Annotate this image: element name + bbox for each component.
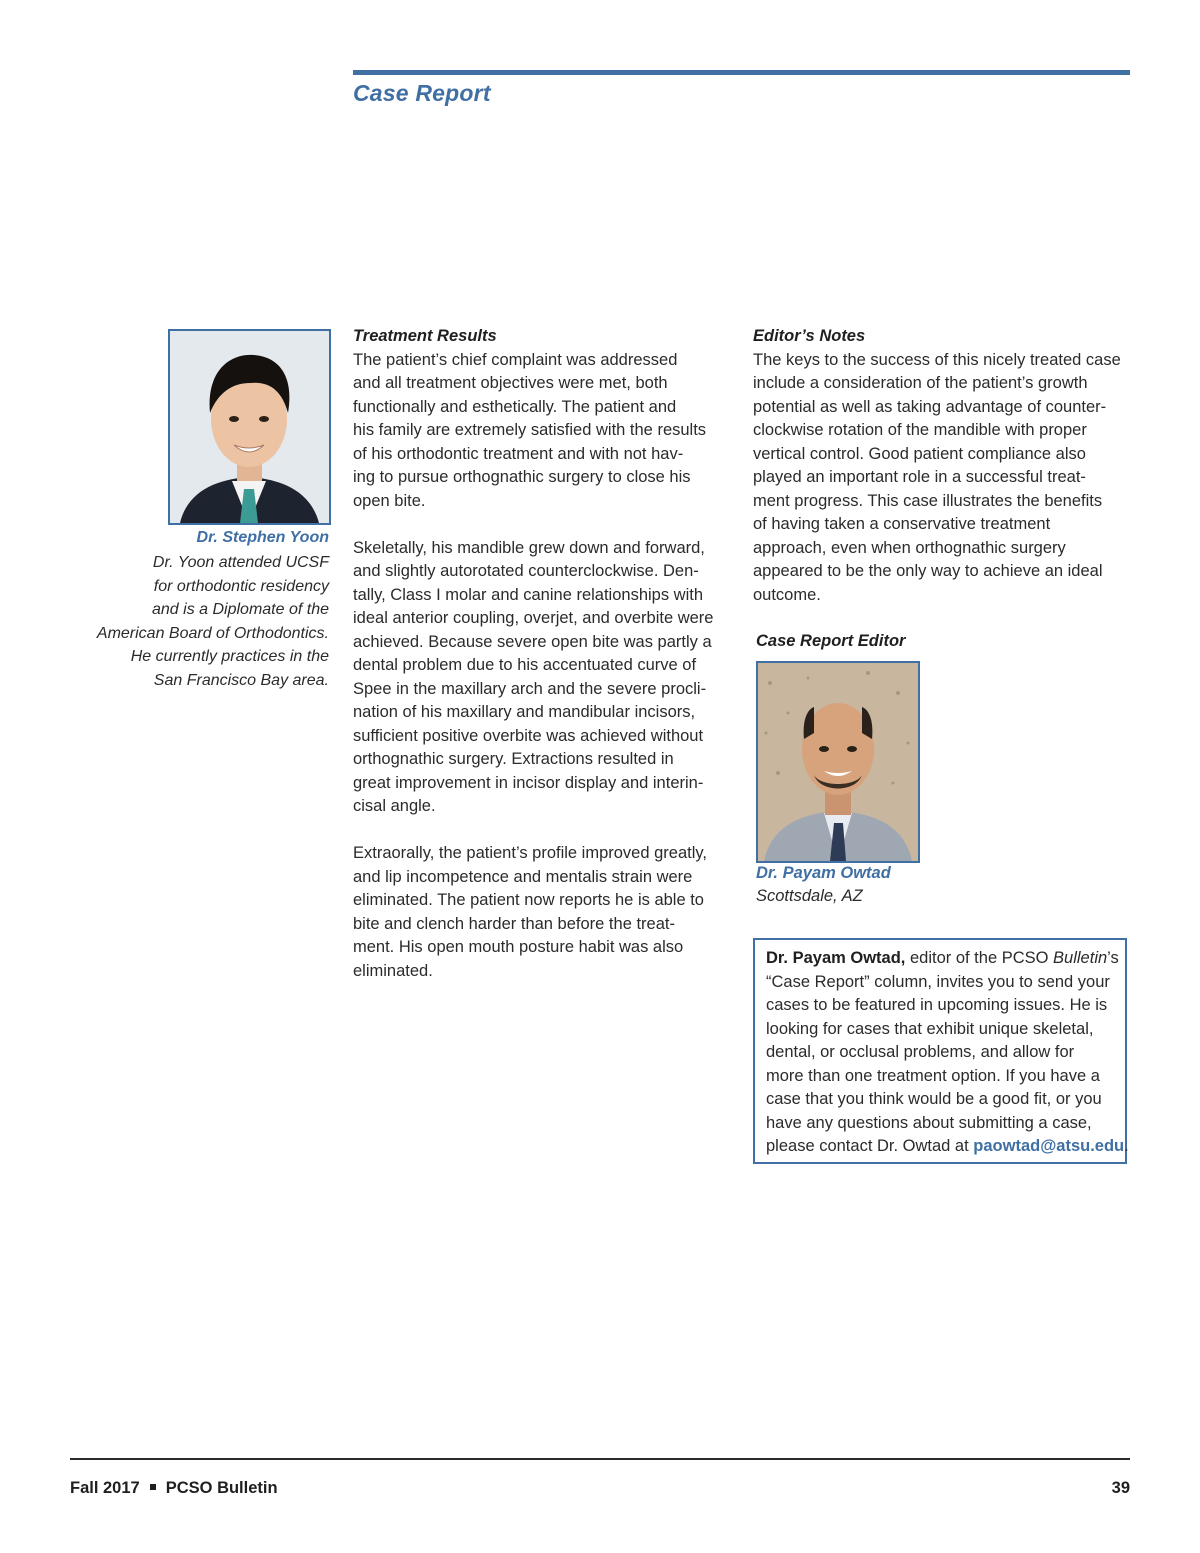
treatment-results-paragraph: The patient’s chief complaint was addressed and all treatment objectives were met, both functionally and esthetically. The patient and his family are extremely satisfied with the results of his orthodontic treatment and with not hav- ing to pursue orthognathic surgery to close his open bite. <box>353 350 707 510</box>
author-bio <box>40 551 329 692</box>
author-name: Dr. Stephen Yoon <box>196 529 329 546</box>
editors-notes-column <box>753 325 1133 607</box>
author-bio-line: American Board of Orthodontics. <box>96 624 329 642</box>
treatment-results-heading: Treatment Results <box>353 327 497 345</box>
info-box-last-line: please contact Dr. Owtad at paowtad@atsu.edu. <box>766 1137 1129 1155</box>
treatment-results-paragraph: Skeletally, his mandible grew down and forward, and slightly autorotated counterclockwise. Den- tally, Class I molar and canine relationships with ideal anterior coupling, overjet, and overbite were achieved. Because severe open bite was partly a dental problem due to his accentuated curve of Spee in the maxillary arch and the severe procli- nation of his maxillary and mandibular incisors, sufficient positive overbite was achieved without orthognathic surgery. Extractions resulted in great improvement in incisor display and interin- cisal angle. <box>353 538 714 815</box>
info-box-line: have any questions about submitting a case, <box>766 1113 1092 1132</box>
info-box-first-line: Dr. Payam Owtad, editor of the PCSO Bulletin’s <box>766 949 1119 967</box>
info-box-line: more than one treatment option. If you have a <box>766 1066 1100 1085</box>
treatment-results-paragraph: Extraorally, the patient’s profile improved greatly, and lip incompetence and mentalis strain were eliminated. The patient now reports he is able to bite and clench harder than before the treat- ment. His open mouth posture habit was also eliminated. <box>353 844 708 980</box>
info-box-name: Dr. Payam Owtad, <box>766 949 906 967</box>
info-box-line: dental, or occlusal problems, and allow for <box>766 1043 1075 1061</box>
footer-rule <box>70 1458 1130 1460</box>
footer-separator-icon <box>150 1484 156 1490</box>
author-bio-line: and is a Diplomate of the <box>152 601 329 618</box>
header-rule <box>353 70 1130 75</box>
info-box-line: cases to be featured in upcoming issues. He is <box>766 996 1108 1014</box>
page-number: 39 <box>1111 1479 1130 1497</box>
editor-photo <box>756 661 920 863</box>
editors-notes-heading: Editor’s Notes <box>753 327 866 345</box>
footer-season: Fall 2017 <box>70 1479 140 1497</box>
info-box-line: case that you think would be a good fit, or you <box>766 1090 1102 1108</box>
editor-name: Dr. Payam Owtad <box>756 864 891 882</box>
case-report-editor-label: Case Report Editor <box>756 632 906 650</box>
treatment-results-column <box>353 325 735 983</box>
footer-publication <box>70 1479 278 1498</box>
author-bio-line: San Francisco Bay area. <box>153 671 329 689</box>
info-box-line: “Case Report” column, invites you to send your <box>766 972 1110 991</box>
author-bio-line: Dr. Yoon attended UCSF <box>152 554 329 571</box>
contact-email-link[interactable]: paowtad@atsu.edu <box>973 1137 1125 1155</box>
author-bio-line: He currently practices in the <box>130 648 329 665</box>
editor-location: Scottsdale, AZ <box>756 887 863 905</box>
author-photo <box>168 329 331 525</box>
publication-name: Bulletin <box>1053 949 1108 967</box>
submission-info-box <box>753 938 1127 1164</box>
info-box-line: looking for cases that exhibit unique skeletal, <box>766 1019 1094 1038</box>
footer-publication-name: PCSO Bulletin <box>165 1479 278 1497</box>
editors-notes-text: The keys to the success of this nicely treated case include a consideration of the patient’s growth potential as well as taking advantage of counter- clockwise rotation of the mandible with proper vertical control. Good patient compliance also played an important role in a successful treat- ment progress. This case illustrates the benefits of having taken a conservative treatment approach, even when orthognathic surgery appeared to be the only way to achieve an ideal outcome. <box>753 350 1121 604</box>
section-title: Case Report <box>353 80 491 106</box>
author-bio-line: for orthodontic residency <box>153 577 329 595</box>
